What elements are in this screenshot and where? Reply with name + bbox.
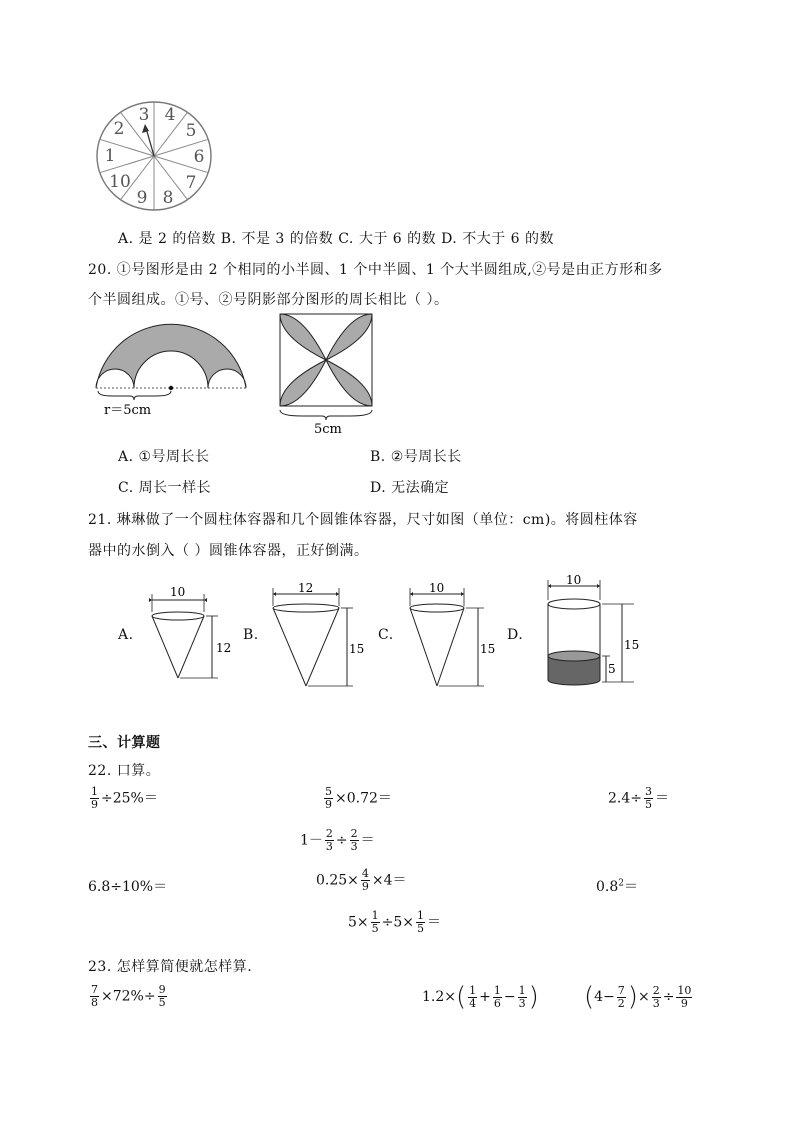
- cylinder-height: 15: [624, 638, 640, 652]
- q21-stem-line1: 21. 琳琳做了一个圆柱体容器和几个圆锥体容器，尺寸如图（单位：cm)。将圆柱体容: [88, 512, 638, 528]
- cylinder-d: [540, 572, 650, 690]
- cone-b: [265, 582, 365, 694]
- wheel-number: 5: [185, 121, 197, 141]
- option-a-label: A.: [118, 627, 134, 643]
- wheel-number: 6: [193, 147, 205, 167]
- wheel-number: 3: [138, 105, 150, 125]
- cone-c-diameter: 10: [429, 582, 445, 595]
- calc-2: $\frac{5}{9}$ ×0.72＝: [325, 785, 392, 811]
- q20-option-a: A. ①号周长长: [118, 449, 210, 465]
- fig2-side-label: 5cm: [314, 422, 342, 437]
- water-height: 5: [608, 662, 616, 676]
- q21-stem-line2: 器中的水倒入（ ）圆锥体容器，正好倒满。: [88, 543, 369, 559]
- cone-a: [140, 582, 240, 687]
- q19-options: A. 是 2 的倍数 B. 不是 3 的倍数 C. 大于 6 的数 D. 不大于 6 的数: [118, 231, 555, 247]
- calc-1: $\frac{1}{9}$ ÷25%＝: [91, 785, 158, 811]
- cone-c-height: 15: [480, 642, 496, 656]
- wheel-number: 8: [162, 188, 174, 208]
- simplify-1: $\frac{7}{8}$ ×72%÷ $\frac{9}{5}$: [91, 983, 166, 1009]
- calc-3: 2.4÷ $\frac{3}{5}$ ＝: [608, 785, 669, 811]
- wheel-number: 9: [136, 188, 148, 208]
- spinner-wheel: [95, 100, 217, 212]
- option-b-label: B.: [243, 627, 259, 643]
- figure-2-square-petals: [272, 310, 384, 438]
- cone-b-height: 15: [349, 642, 365, 656]
- q20-option-d: D. 无法确定: [370, 480, 450, 496]
- wheel-number: 2: [113, 119, 125, 139]
- figure-1-semicircles: [92, 318, 252, 418]
- calc-4: 1－ $\frac{2}{3}$ ÷ $\frac{2}{3}$ ＝: [300, 827, 375, 853]
- calc-6: 0.25× $\frac{4}{9}$ ×4＝: [316, 867, 407, 893]
- q20-option-c: C. 周长一样长: [118, 480, 212, 496]
- option-d-label: D.: [507, 627, 524, 643]
- q20-stem-line1: 20. ①号图形是由 2 个相同的小半圆、1 个中半圆、1 个大半圆组成,②号是由正方形和多: [88, 262, 663, 278]
- simplify-2: 1.2×( $\frac{1}{4}$ + $\frac{1}{6}$ − $\frac{1}{3}$ ): [422, 982, 539, 1012]
- spinner-pointer: [146, 128, 154, 156]
- cone-b-diameter: 12: [298, 582, 314, 595]
- wheel-number: 4: [164, 105, 176, 125]
- calc-7: $0.8^2=$: [596, 878, 638, 895]
- q20-option-b: B. ②号周长长: [370, 449, 462, 465]
- cone-c: [400, 582, 500, 694]
- fig1-radius-label: r＝5cm: [104, 403, 152, 418]
- section-title: 三、计算题: [88, 735, 161, 751]
- calc-5: 6.8÷10%＝: [88, 879, 168, 895]
- wheel-number: 7: [185, 173, 197, 193]
- q23-title: 23. 怎样算简便就怎样算.: [88, 959, 253, 975]
- cone-a-height: 12: [216, 641, 232, 655]
- q20-stem-line2: 个半圆组成。①号、②号阴影部分图形的周长相比（ ）。: [88, 292, 449, 308]
- q22-title: 22. 口算。: [88, 763, 161, 779]
- wheel-number: 1: [104, 146, 116, 166]
- cylinder-diameter: 10: [566, 573, 582, 587]
- option-c-label: C.: [378, 627, 394, 643]
- wheel-number: 10: [109, 172, 131, 192]
- cone-a-diameter: 10: [170, 585, 186, 599]
- calc-8: 5× $\frac{1}{5}$ ÷5× $\frac{1}{5}$ ＝: [348, 909, 442, 935]
- simplify-3: (4− $\frac{7}{2}$ )× $\frac{2}{3}$ ÷ $\frac{10}{9}$: [584, 982, 692, 1012]
